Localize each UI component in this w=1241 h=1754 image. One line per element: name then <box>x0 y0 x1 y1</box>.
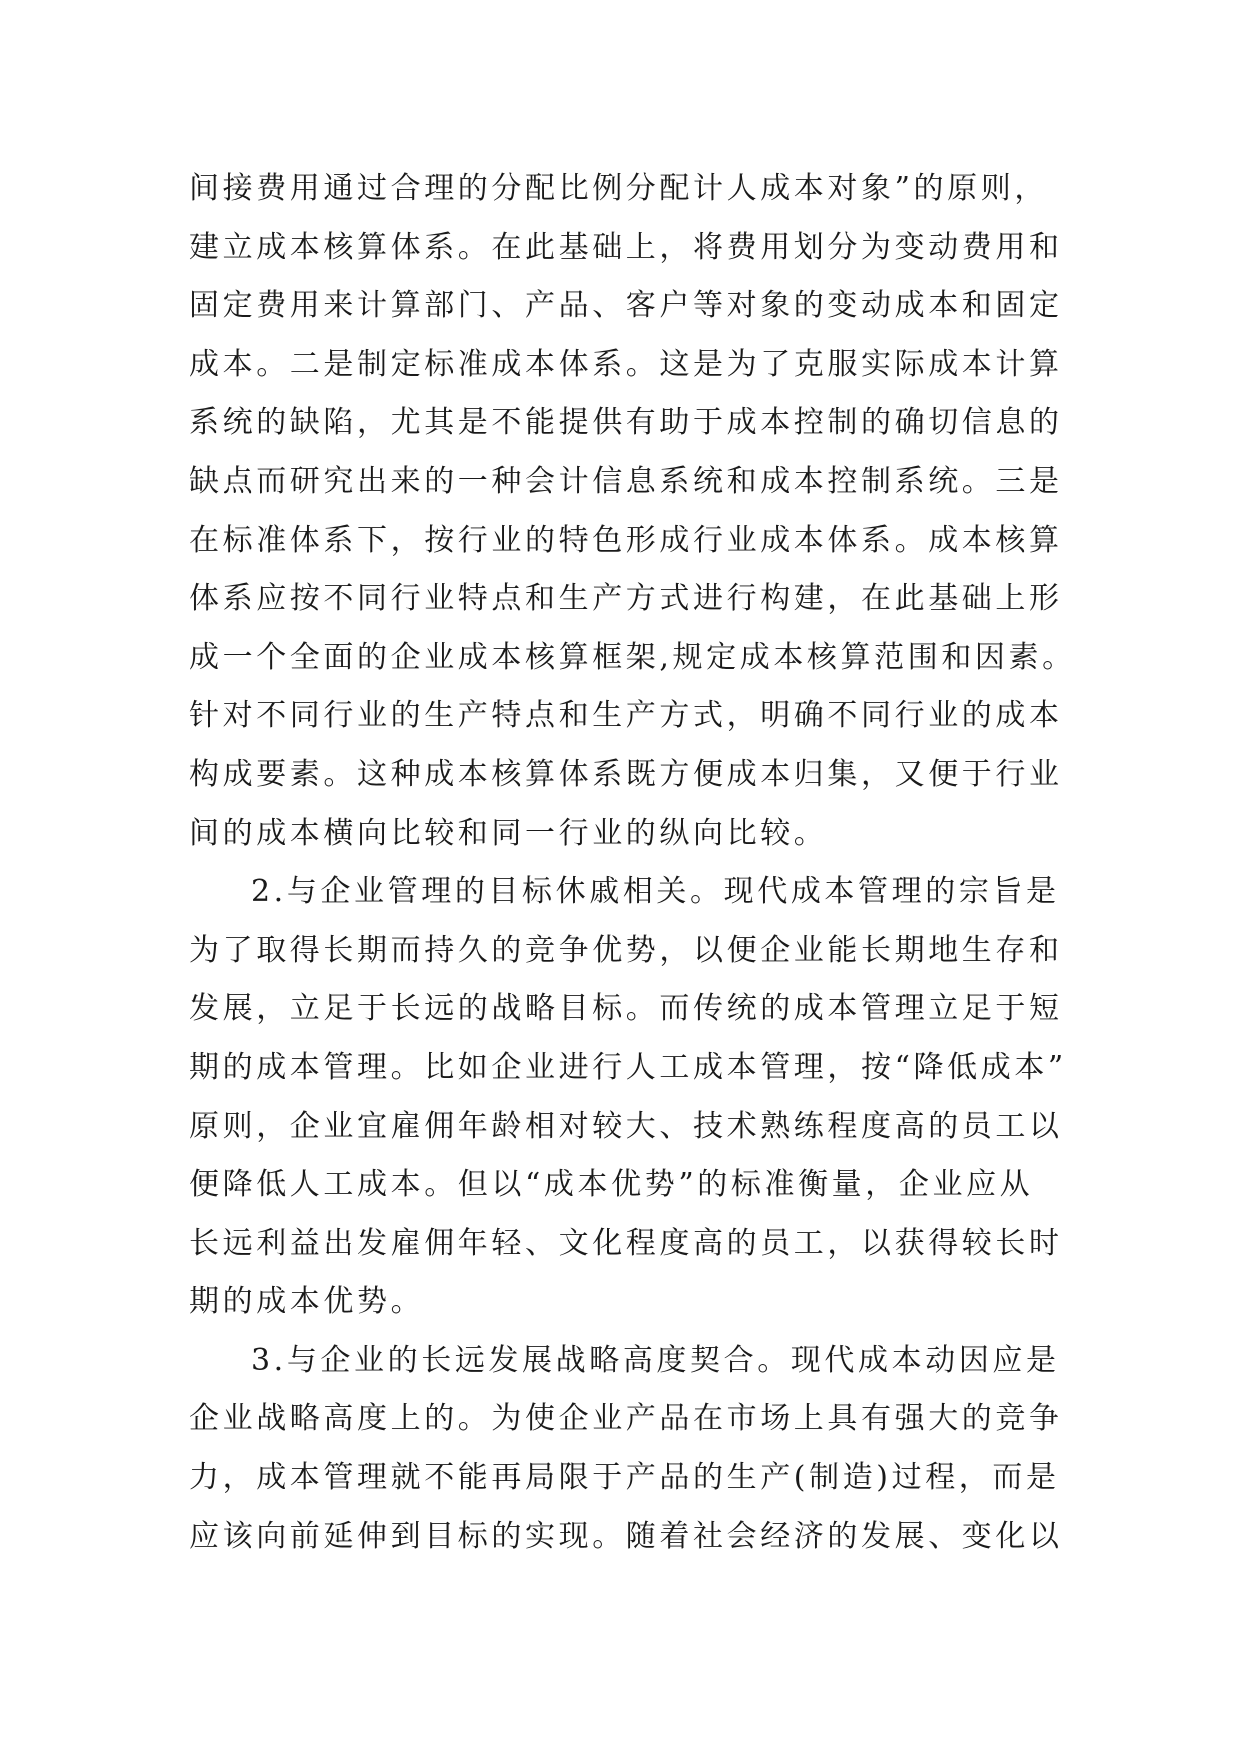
text-line: 企业战略高度上的。为使企业产品在市场上具有强大的竞争 <box>189 1401 1063 1437</box>
text-line: 缺点而研究出来的一种会计信息系统和成本控制系统。三是 <box>189 463 1063 499</box>
text-line: 期的成本优势。 <box>189 1284 425 1320</box>
text-line: 成本。二是制定标准成本体系。这是为了克服实际成本计算 <box>189 346 1063 382</box>
text-line: 应该向前延伸到目标的实现。随着社会经济的发展、变化以 <box>189 1518 1063 1554</box>
text-line: 系统的缺陷，尤其是不能提供有助于成本控制的确切信息的 <box>189 405 1063 441</box>
section-heading-line: 3.与企业的长远发展战略高度契合。现代成本动因应是 <box>251 1342 1060 1378</box>
text-line: 长远利益出发雇佣年轻、文化程度高的员工，以获得较长时 <box>189 1225 1063 1261</box>
text-line: 便降低人工成本。但以“成本优势”的标准衡量，企业应从 <box>189 1167 1034 1203</box>
text-line: 构成要素。这种成本核算体系既方便成本归集，又便于行业 <box>189 756 1063 792</box>
text-line: 发展，立足于长远的战略目标。而传统的成本管理立足于短 <box>189 991 1063 1027</box>
text-line: 力，成本管理就不能再局限于产品的生产(制造)过程，而是 <box>189 1460 1060 1496</box>
text-line: 建立成本核算体系。在此基础上，将费用划分为变动费用和 <box>189 229 1063 265</box>
text-line: 体系应按不同行业特点和生产方式进行构建，在此基础上形 <box>189 581 1063 617</box>
text-line: 固定费用来计算部门、产品、客户等对象的变动成本和固定 <box>189 288 1063 324</box>
text-line: 期的成本管理。比如企业进行人工成本管理，按“降低成本” <box>189 1049 1067 1085</box>
text-line: 间的成本横向比较和同一行业的纵向比较。 <box>189 815 828 851</box>
section-heading-line: 2.与企业管理的目标休戚相关。现代成本管理的宗旨是 <box>251 874 1060 910</box>
text-line: 在标准体系下，按行业的特色形成行业成本体系。成本核算 <box>189 522 1063 558</box>
text-line: 为了取得长期而持久的竞争优势，以便企业能长期地生存和 <box>189 932 1063 968</box>
text-line: 成一个全面的企业成本核算框架,规定成本核算范围和因素。 <box>189 639 1076 675</box>
text-line: 针对不同行业的生产特点和生产方式，明确不同行业的成本 <box>189 698 1063 734</box>
body-text <box>189 160 1076 1566</box>
text-line: 间接费用通过合理的分配比例分配计人成本对象”的原则， <box>189 171 1048 206</box>
text-line: 原则，企业宜雇佣年龄相对较大、技术熟练程度高的员工以 <box>189 1108 1063 1144</box>
